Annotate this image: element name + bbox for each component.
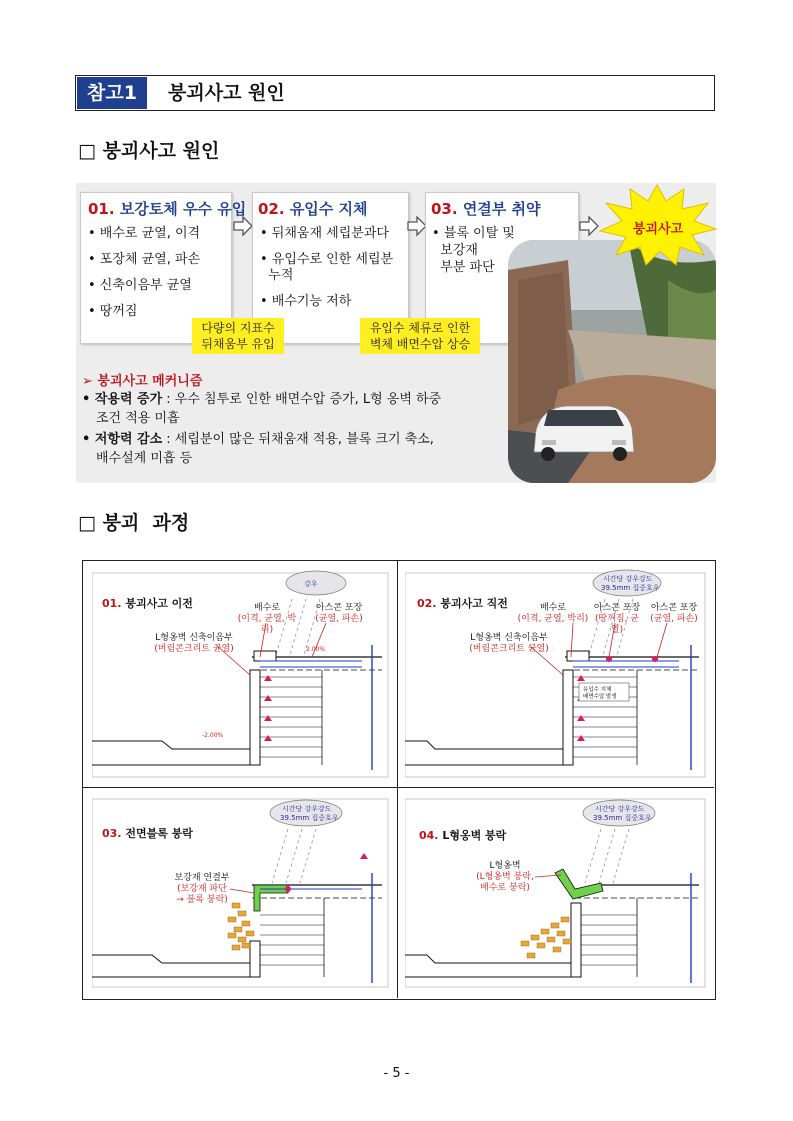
- note-water-pressure: [360, 318, 480, 354]
- cause-1-item: • 포장체 균열, 파손: [88, 252, 201, 267]
- mechanism-item-label: • 저항력 감소: [82, 432, 163, 447]
- cloud-label: 시간당 강우강도: [595, 805, 645, 813]
- phase-panel-3: [92, 793, 392, 993]
- label-sub: (이격, 균열, 박리): [517, 614, 589, 624]
- inflow-label: 유입수 지체: [583, 687, 612, 693]
- mechanism-item-text: : 우수 침투로 인한 배면수압 증가, L형 옹벽 하중: [162, 392, 442, 407]
- label-text: 배수로: [253, 603, 281, 613]
- mechanism-item-resistance: [82, 430, 492, 468]
- cloud-label: 39.5mm 집중호우: [601, 584, 660, 592]
- label-drain: [515, 603, 591, 625]
- label-text: 아스콘 포장: [315, 603, 363, 613]
- mechanism-item-label: • 작용력 증가: [82, 392, 163, 407]
- label-joint: [459, 633, 559, 655]
- phase-3-diagram: [92, 793, 392, 993]
- inflow-label: 배면수압 발생: [583, 694, 617, 700]
- label-sub: (버림콘크리트 균열): [154, 644, 234, 654]
- collapse-site-photo: [508, 240, 716, 483]
- phase-heading: 붕괴사고 이전: [125, 597, 193, 610]
- cause-2-item: • 유입수로 인한 세립분: [260, 252, 394, 267]
- label-sub: (균열, 파손): [650, 614, 698, 624]
- label-sub: (균열, 파손): [315, 614, 363, 624]
- phase-4-diagram: [405, 793, 710, 993]
- phase-heading: 전면블록 붕락: [125, 827, 193, 840]
- phase-number: 01.: [102, 597, 122, 610]
- label-sub: (버림콘크리트 균열): [469, 644, 549, 654]
- phase-heading: 붕괴사고 직전: [440, 597, 508, 610]
- cause-1-item: • 배수로 균열, 이격: [88, 226, 201, 241]
- cloud-label: 강우: [304, 580, 318, 588]
- phase-4-title: [419, 827, 506, 843]
- phase-1-title: [102, 595, 193, 611]
- label-text: 아스콘 포장: [593, 603, 641, 613]
- label-drain: [232, 603, 302, 636]
- reference-tag: 참고1: [77, 77, 147, 109]
- cause-card-2-title: [258, 198, 368, 219]
- note-line: 유입수 체류로 인한: [369, 321, 471, 335]
- page-number: - 5 -: [383, 1066, 410, 1081]
- slope-label: 2.00%: [306, 646, 326, 653]
- cloud-label: 시간당 강우강도: [603, 575, 653, 583]
- label-sub: 배수로 붕락): [480, 883, 530, 893]
- mechanism-title: ➢ 붕괴사고 메커니즘: [82, 374, 203, 389]
- cause-3-item: 부분 파단: [432, 260, 495, 275]
- cause-heading: 보강토체 우수 유입: [119, 200, 247, 218]
- note-line: 벽체 배면수압 상승: [369, 337, 471, 351]
- phase-3-title: [102, 825, 193, 841]
- slope-label: -2.00%: [202, 732, 224, 739]
- cloud-label: 39.5mm 집중호우: [593, 814, 652, 822]
- phase-2-title: [417, 595, 508, 611]
- phase-panel-4: [405, 793, 710, 993]
- note-line: 뒤채움부 유입: [201, 337, 275, 351]
- collapse-badge-label: 붕괴사고: [632, 222, 684, 237]
- phase-number: 03.: [102, 827, 122, 840]
- cause-2-item: • 배수기능 저하: [260, 294, 352, 309]
- label-text: 아스콘 포장: [650, 603, 698, 613]
- cause-3-item: 보강재: [432, 243, 478, 258]
- label-sub: (이격, 균열, 박리): [237, 614, 297, 635]
- cause-number: 03.: [431, 200, 458, 218]
- phase-heading: L형옹벽 붕락: [442, 829, 507, 842]
- cause-2-item: 누적: [260, 268, 294, 283]
- page-title: 붕괴사고 원인: [168, 82, 285, 104]
- label-sub: → 블록 붕락): [176, 895, 228, 905]
- arrow-right-icon: [232, 215, 254, 237]
- cause-heading: 연결부 취약: [462, 200, 541, 218]
- cloud-label: 시간당 강우강도: [282, 805, 332, 813]
- section-title-causes: □ 붕괴사고 원인: [78, 140, 220, 162]
- label-text: 배수로: [539, 603, 567, 613]
- label-asphalt-1: [589, 603, 645, 636]
- cloud-label: 39.5mm 집중호우: [280, 814, 339, 822]
- grid-divider: [397, 560, 398, 998]
- label-joint: [144, 633, 244, 655]
- phase-panel-2: [405, 565, 710, 780]
- cause-1-item: • 땅꺼짐: [88, 304, 138, 319]
- phase-number: 04.: [419, 829, 439, 842]
- cause-1-item: • 신축이음부 균열: [88, 278, 192, 293]
- note-surface-water: [192, 318, 284, 354]
- cause-card-3-title: [431, 198, 541, 219]
- label-connection: [164, 873, 240, 906]
- mechanism-item-force: [82, 390, 492, 428]
- label-sub: (L형옹벽 붕락,: [476, 872, 534, 882]
- label-sub: (보강재 파단: [177, 884, 227, 894]
- phase-panel-1: [92, 565, 392, 780]
- label-sub: (땅꺼짐, 균열): [594, 614, 639, 635]
- grid-divider: [82, 787, 714, 788]
- mechanism-item-cont: 배수설계 미흡 등: [96, 451, 193, 466]
- label-text: L형옹벽: [489, 861, 521, 871]
- mechanism-item-cont: 조건 적용 미흡: [96, 411, 180, 426]
- label-text: L형옹벽 신축이음부: [470, 633, 548, 643]
- cause-3-item: • 블록 이탈 및: [432, 226, 515, 241]
- cause-number: 01.: [88, 200, 115, 218]
- cause-card-1-title: [88, 198, 246, 219]
- label-text: L형옹벽 신축이음부: [155, 633, 233, 643]
- label-text: 보강재 연결부: [174, 873, 230, 883]
- cause-heading: 유입수 지체: [289, 200, 368, 218]
- mechanism-item-text: : 세립분이 많은 뒤채움재 적용, 블록 크기 축소,: [162, 432, 434, 447]
- label-l-wall: [467, 861, 543, 894]
- cause-2-item: • 뒤채움재 세립분과다: [260, 226, 389, 241]
- cause-number: 02.: [258, 200, 285, 218]
- phase-number: 02.: [417, 597, 437, 610]
- note-line: 다량의 지표수: [201, 321, 275, 335]
- label-asphalt-2: [645, 603, 703, 625]
- label-asphalt: [304, 603, 374, 625]
- section-title-process: □ 붕괴 과정: [78, 512, 190, 534]
